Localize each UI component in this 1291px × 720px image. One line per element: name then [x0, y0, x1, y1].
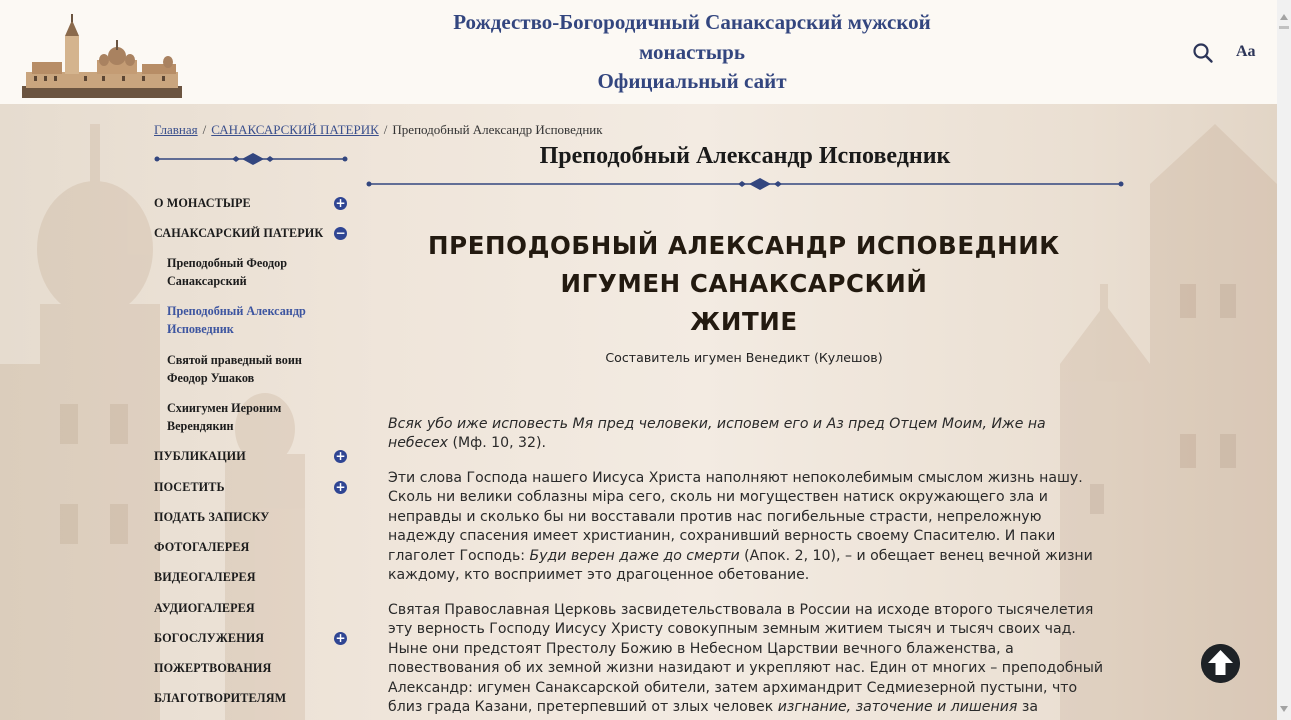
- sidebar-subitem-alexander[interactable]: [167, 302, 337, 338]
- article-author: Составитель игумен Венедикт (Кулешов): [605, 350, 883, 365]
- site-subtitle: Официальный сайт: [597, 69, 787, 93]
- sidebar-item-photo[interactable]: ФОТОГАЛЕРЕЯ: [154, 540, 250, 554]
- scroll-thumb[interactable]: [1279, 26, 1289, 29]
- sidebar-subitem-feodor[interactable]: [167, 254, 337, 290]
- scroll-to-top-icon[interactable]: [1201, 644, 1240, 683]
- expand-plus-icon[interactable]: +: [335, 631, 346, 645]
- subitem-line: Преподобный Александр: [167, 304, 306, 318]
- epigraph-quote: Всяк убо иже исповесть Мя пред человеки, исповем его и Аз пред Отцем Моим, Иже на небесех: [388, 416, 1046, 452]
- subitem-line: Феодор Ушаков: [167, 371, 255, 385]
- sidebar-subitem-ushakov[interactable]: [167, 351, 337, 387]
- article-heading-line: ПРЕПОДОБНЫЙ АЛЕКСАНДР ИСПОВЕДНИК: [428, 231, 1060, 260]
- paragraph-text: (Апок. 2, 10), – и обещает венец вечной жизни каждому, кто восприимет это драгоценное обетование.: [388, 547, 1093, 584]
- breadcrumb: [154, 122, 603, 138]
- site-title-line2: монастырь: [639, 39, 745, 64]
- article-paragraph-epigraph: [388, 415, 1108, 454]
- scroll-up-arrow-icon[interactable]: [1280, 14, 1288, 20]
- paragraph-quote: Буди верен даже до смерти: [529, 547, 740, 564]
- breadcrumb-separator: /: [202, 122, 207, 137]
- sidebar-item-audio[interactable]: АУДИОГАЛЕРЕЯ: [154, 601, 255, 615]
- sidebar-item-services[interactable]: БОГОСЛУЖЕНИЯ: [154, 631, 265, 645]
- collapse-minus-icon[interactable]: −: [335, 226, 346, 240]
- breadcrumb-current: Преподобный Александр Исповедник: [392, 122, 603, 137]
- page-scrollbar[interactable]: [1277, 0, 1291, 720]
- breadcrumb-home-link[interactable]: Главная: [154, 122, 198, 137]
- title-ornament-divider: [366, 177, 1124, 191]
- expand-plus-icon[interactable]: +: [335, 480, 346, 494]
- paragraph-quote: изгнание, заточение и лишения: [777, 699, 1018, 716]
- breadcrumb-section-link[interactable]: САНАКСАРСКИЙ ПАТЕРИК: [211, 122, 379, 137]
- article-heading: [388, 227, 1100, 341]
- expand-plus-icon[interactable]: +: [335, 449, 346, 463]
- sidebar-item-about[interactable]: О МОНАСТЫРЕ: [154, 196, 251, 210]
- page-title: Преподобный Александр Исповедник: [539, 143, 951, 169]
- sidebar-item-video[interactable]: ВИДЕОГАЛЕРЕЯ: [154, 570, 256, 584]
- article-heading-line: ЖИТИЕ: [690, 307, 798, 336]
- sidebar-item-visit[interactable]: ПОСЕТИТЬ: [154, 480, 225, 494]
- paragraph-text: Эти слова Господа нашего Иисуса Христа наполняют непоколебимым смыслом жизнь нашу. Сколь ни велики соблазны міра сего, сколь ни могуществен натиск окружающего зла и неправды и сколько бы ни восставали против нас погибельные страсти, непреложную надежду спасения имеет христианин, сохранивший верность своему Спасителю. И паки глаголет Господь:: [388, 470, 1083, 564]
- font-size-toggle[interactable]: Aa: [1236, 43, 1256, 60]
- paragraph-text: за: [1021, 699, 1038, 716]
- expand-plus-icon[interactable]: +: [335, 196, 346, 210]
- paragraph-text: Святая Православная Церковь засвидетельствовала в России на исходе второго тысячелетия эту верность Господу Иисусу Христу совокупным земным житием тысяч и тысяч своих чад. Ныне они предстоят Престолу Божию в Небесном Царствии вечного блаженства, а повествования об их земной жизни назидают и укрепляют нас. Един от многих – преподобный Александр: игумен Санаксарской обители, затем архимандрит Седмиезерной пустыни, что близ града Казани, претерпевший от злых человек: [388, 602, 1104, 716]
- sidebar-ornament-divider: [154, 152, 348, 166]
- subitem-line: Святой праведный воин: [167, 353, 302, 367]
- article-paragraph: [388, 601, 1108, 717]
- sidebar-item-note[interactable]: ПОДАТЬ ЗАПИСКУ: [154, 510, 270, 524]
- subitem-line: Схиигумен Иероним: [167, 401, 282, 415]
- sidebar-subitem-ieronim[interactable]: [167, 399, 337, 435]
- subitem-line: Исповедник: [167, 322, 234, 336]
- search-icon[interactable]: [1192, 42, 1214, 64]
- site-title[interactable]: [0, 8, 1291, 97]
- epigraph-reference: (Мф. 10, 32).: [452, 435, 546, 452]
- subitem-line: Преподобный Феодор: [167, 256, 288, 270]
- sidebar-item-benefactors[interactable]: БЛАГОТВОРИТЕЛЯМ: [154, 691, 287, 705]
- subitem-line: Верендякин: [167, 419, 234, 433]
- scroll-down-arrow-icon[interactable]: [1280, 706, 1288, 712]
- article-paragraph: [388, 469, 1108, 585]
- subitem-line: Санаксарский: [167, 274, 247, 288]
- site-title-line1: Рождество-Богородичный Санаксарский мужской: [453, 10, 931, 34]
- site-header: [0, 0, 1277, 104]
- article-heading-line: ИГУМЕН САНАКСАРСКИЙ: [560, 269, 928, 298]
- sidebar-item-donations[interactable]: ПОЖЕРТВОВАНИЯ: [154, 661, 272, 675]
- sidebar-item-paterik[interactable]: САНАКСАРСКИЙ ПАТЕРИК: [154, 226, 324, 240]
- breadcrumb-separator: /: [383, 122, 388, 137]
- sidebar-item-publications[interactable]: ПУБЛИКАЦИИ: [154, 449, 246, 463]
